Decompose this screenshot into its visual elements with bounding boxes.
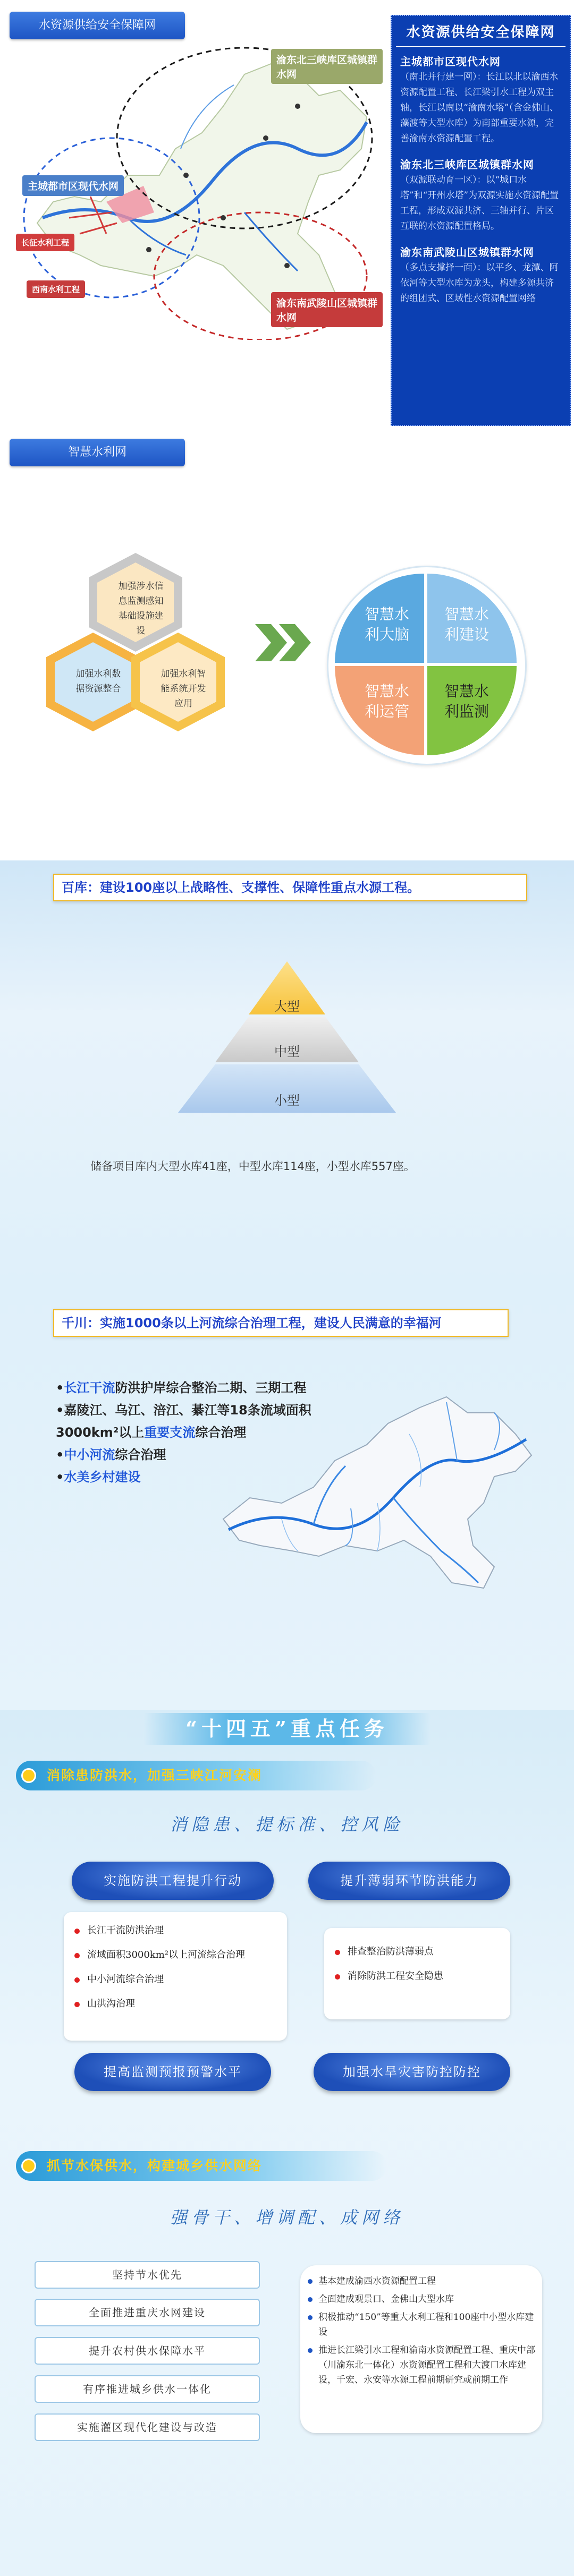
hundred-reservoirs-bar: 百库：建设100座以上战略性、支撑性、保障性重点水源工程。 <box>53 874 527 901</box>
supply-project-item: 基本建成渝西水资源配置工程 <box>300 2274 542 2289</box>
pyramid-label-medium: 中型 <box>274 1044 300 1059</box>
block-name: 主城都市区现代水网 <box>400 55 501 68</box>
river-item-highlight: 重要支流 <box>144 1425 196 1440</box>
pyramid-label-large: 大型 <box>274 999 300 1014</box>
water-supply-section <box>0 0 574 467</box>
block-text: ：以“城口水塔”和“开州水塔”为双源实施水资源配置工程，形成双源共济、三轴并行、片区互联的水资源配置格局。 <box>400 175 559 232</box>
task-button-water-network: 全面推进重庆水网建设 <box>35 2299 260 2326</box>
quadrant-build-label: 智慧水利建设 <box>444 605 489 643</box>
supply-project-item: 全面建成观景口、金佛山大型水库 <box>300 2292 542 2307</box>
quadrant-ops-label: 智慧水利运管 <box>364 683 409 720</box>
river-item: •长江干流防洪护岸综合整治二期、三期工程 <box>56 1380 307 1395</box>
map-label-southwest: 西南水利工程 <box>27 280 85 298</box>
quadrant-monitor-label: 智慧水利监测 <box>444 683 489 720</box>
strip-bullet-icon <box>21 2159 36 2173</box>
map-label-northeast: 渝东北三峡库区城镇群水网 <box>271 49 383 84</box>
river-item-text: 综合治理 <box>115 1447 166 1462</box>
river-item: •水美乡村建设 <box>56 1470 141 1485</box>
block-sub: （南北并行建一网） <box>400 72 477 82</box>
section-tab-water-supply: 水资源供给安全保障网 <box>10 12 185 39</box>
flood-upgrade-list <box>64 1912 287 2041</box>
task-button-water-saving: 坚持节水优先 <box>35 2261 260 2289</box>
flood-upgrade-item: 长江干流防洪治理 <box>64 1918 287 1943</box>
block-name: 渝东南武陵山区城镇群水网 <box>400 246 534 259</box>
key-tasks-title: “十四五”重点任务 <box>144 1713 430 1745</box>
water-network-info-panel <box>391 15 571 426</box>
hexagon-left-text: 加强水利数据资源整合 <box>75 669 121 694</box>
block-sub: （双源联动育一区） <box>400 175 477 185</box>
river-item-highlight: 长江干流 <box>64 1380 115 1395</box>
flood-upgrade-item: 中小河流综合治理 <box>64 1967 287 1992</box>
panel-divider <box>396 46 565 47</box>
river-item-highlight: 水美乡村建设 <box>64 1470 141 1485</box>
pill-disaster-control: 加强水旱灾害防控防控 <box>314 2053 510 2091</box>
panel-title: 水资源供给安全保障网 <box>406 24 555 40</box>
weak-points-item: 排查整治防洪薄弱点 <box>324 1940 510 1964</box>
river-item-text: 防洪护岸综合整治二期、三期工程 <box>115 1380 307 1395</box>
pill-flood-upgrade: 实施防洪工程提升行动 <box>72 1862 274 1900</box>
strip-bullet-icon <box>21 1768 36 1783</box>
task-button-irrigation: 实施灌区现代化建设与改造 <box>35 2413 260 2441</box>
smart-water-section <box>0 446 574 860</box>
panel-block-main-city <box>392 54 570 157</box>
river-item-text: 嘉陵江、乌江、涪江、綦江等18条流域面积3000km²以上 <box>56 1403 311 1440</box>
key-tasks-section <box>0 1710 574 2576</box>
pill-monitoring: 提高监测预报预警水平 <box>74 2053 271 2091</box>
smart-water-circle <box>327 566 527 765</box>
flood-slogan: 消隐患、提标准、控风险 <box>170 1814 404 1835</box>
quadrant-brain-label: 智慧水利大脑 <box>364 605 409 643</box>
section-tab-smart-water: 智慧水利网 <box>10 439 185 466</box>
block-name: 渝东北三峡库区城镇群水网 <box>400 158 534 171</box>
weak-points-list <box>324 1928 510 2019</box>
map-label-west: 长征水利工程 <box>16 234 74 251</box>
flood-upgrade-item: 山洪沟治理 <box>64 1992 287 2016</box>
water-supply-strip-text: 抓节水保供水，构建城乡供水网络 <box>47 2158 263 2173</box>
supply-slogan: 强骨干、增调配、成网络 <box>170 2207 404 2228</box>
block-text: ：长江以北以渝西水资源配置工程、长江梁引水工程为双主轴，长江以南以“渝南水塔”（含金佛山、藻渡等大型水库）为南部重要水源，完善渝南水资源配置工程。 <box>400 72 559 144</box>
water-supply-strip <box>16 2151 387 2181</box>
block-text: ：以平乡、龙潭、阿依河等大型水库为龙头，构建多源共济的组团式、区域性水资源配置网络 <box>400 262 559 304</box>
river-item-tail: 综合治理 <box>195 1425 247 1440</box>
task-button-urban-rural: 有序推进城乡供水一体化 <box>35 2375 260 2403</box>
panel-block-northeast <box>392 157 570 245</box>
supply-project-item: 积极推动“150”等重大水利工程和100座中小型水库建设 <box>300 2310 542 2340</box>
double-chevron-icon <box>255 621 314 664</box>
river-item-highlight: 中小河流 <box>64 1447 115 1462</box>
pill-weak-points: 提升薄弱环节防洪能力 <box>308 1862 510 1900</box>
river-map <box>218 1381 537 1593</box>
chongqing-water-network-map <box>21 42 383 340</box>
flood-control-strip-text: 消除患防洪水，加强三峡江河安澜 <box>47 1768 263 1783</box>
river-item: •中小河流综合治理 <box>56 1447 166 1462</box>
flood-upgrade-item: 流域面积3000km²以上河流综合治理 <box>64 1943 287 1967</box>
supply-project-list <box>300 2265 542 2433</box>
river-item: •嘉陵江、乌江、涪江、綦江等18条流域面积3000km²以上重要支流综合治理 <box>56 1403 311 1440</box>
task-button-rural-supply: 提升农村供水保障水平 <box>35 2337 260 2365</box>
flood-control-strip <box>16 1761 376 1790</box>
thousand-rivers-bar: 千川：实施1000条以上河流综合治理工程，建设人民满意的幸福河 <box>53 1309 509 1337</box>
panel-block-southeast <box>392 245 570 317</box>
supply-project-item: 推进长江梁引水工程和渝南水资源配置工程、重庆中部（川渝东北一体化）水资源配置工程和大渡口水库建设，千宏、永安等水源工程前期研究或前期工作 <box>300 2343 542 2387</box>
map-label-southeast: 渝东南武陵山区城镇群水网 <box>271 292 383 327</box>
block-sub: （多点支撑择一面） <box>400 262 477 273</box>
map-label-main-city: 主城都市区现代水网 <box>22 175 124 196</box>
pyramid-label-small: 小型 <box>274 1093 300 1108</box>
weak-points-item: 消除防洪工程安全隐患 <box>324 1964 510 1989</box>
reservoir-river-section <box>0 860 574 1710</box>
hexagon-right-text: 加强水利智能系统开发应用 <box>161 669 206 709</box>
hexagon-top-text: 加强涉水信息监测感知基础设施建设 <box>118 581 164 636</box>
reservoir-note: 储备项目库内大型水库41座，中型水库114座，小型水库557座。 <box>90 1160 415 1173</box>
